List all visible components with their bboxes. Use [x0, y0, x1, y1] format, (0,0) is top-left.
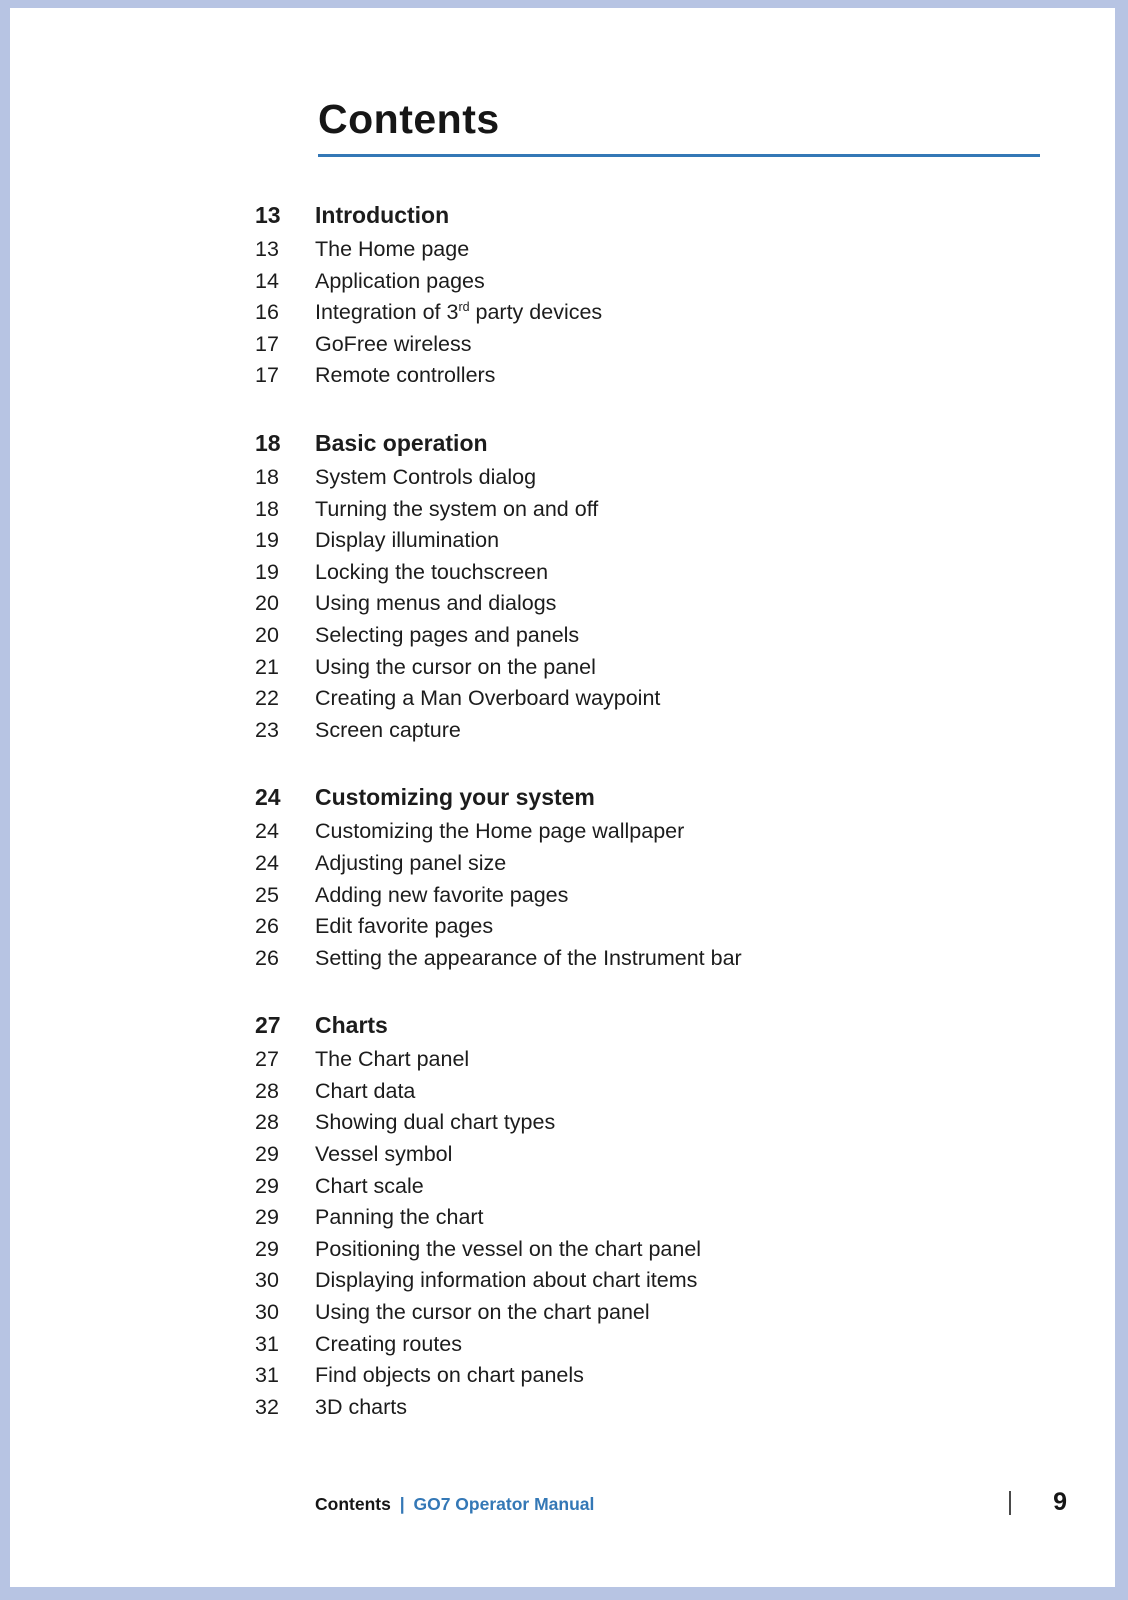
entry-page-number: 29 — [255, 1236, 279, 1261]
entry-page-number: 17 — [255, 363, 279, 388]
footer-right — [1009, 1488, 1067, 1517]
document-page — [10, 8, 1115, 1587]
entry-page-number: 27 — [255, 1047, 279, 1072]
entry-label: Integration of 3rd party devices — [315, 300, 603, 325]
title-underline-rule — [318, 154, 1040, 157]
toc-entry — [255, 1107, 1055, 1139]
toc-entry — [255, 1044, 1055, 1076]
entry-page-number: 22 — [255, 686, 279, 711]
entry-label: Positioning the vessel on the chart panel — [315, 1236, 702, 1261]
entry-label: Adjusting panel size — [315, 850, 507, 875]
toc-entry — [255, 1171, 1055, 1203]
entry-label: Edit favorite pages — [315, 914, 494, 939]
toc-section-header — [255, 197, 1055, 234]
toc-entry — [255, 911, 1055, 943]
entry-page-number: 29 — [255, 1142, 279, 1167]
section-title: Basic operation — [315, 429, 488, 456]
entry-page-number: 24 — [255, 819, 279, 844]
toc-section-header — [255, 425, 1055, 462]
footer-section-label: Contents — [315, 1494, 391, 1514]
toc-entry — [255, 462, 1055, 494]
section-page-number: 27 — [255, 1012, 281, 1039]
section-title: Charts — [315, 1012, 388, 1039]
entry-label: Chart scale — [315, 1173, 424, 1198]
toc-section — [255, 197, 1055, 392]
entry-label: Chart data — [315, 1078, 416, 1103]
toc-entry — [255, 848, 1055, 880]
entry-label: Customizing the Home page wallpaper — [315, 819, 685, 844]
entry-label: Setting the appearance of the Instrument bar — [315, 945, 742, 970]
page-title: Contents — [318, 96, 500, 142]
entry-label: Locking the touchscreen — [315, 559, 549, 584]
toc-entry — [255, 715, 1055, 747]
toc-entry — [255, 652, 1055, 684]
entry-page-number: 31 — [255, 1331, 279, 1356]
toc-entry — [255, 525, 1055, 557]
entry-label: Screen capture — [315, 717, 461, 742]
entry-label: Panning the chart — [315, 1205, 484, 1230]
toc-entry — [255, 360, 1055, 392]
footer-left — [315, 1494, 594, 1515]
entry-label: Displaying information about chart items — [315, 1268, 698, 1293]
entry-label: Adding new favorite pages — [315, 882, 569, 907]
entry-label: Turning the system on and off — [315, 496, 599, 521]
entry-page-number: 32 — [255, 1394, 279, 1419]
section-title: Customizing your system — [315, 784, 595, 811]
toc-entry — [255, 234, 1055, 266]
entry-page-number: 30 — [255, 1300, 279, 1325]
entry-page-number: 23 — [255, 717, 279, 742]
entry-label: Using the cursor on the chart panel — [315, 1300, 650, 1325]
toc-section — [255, 425, 1055, 746]
toc — [255, 197, 1055, 1423]
entry-page-number: 13 — [255, 237, 279, 261]
entry-page-number: 18 — [255, 464, 279, 489]
entry-label: GoFree wireless — [315, 331, 472, 356]
entry-label: Using the cursor on the panel — [315, 654, 596, 679]
entry-label: Creating a Man Overboard waypoint — [315, 686, 661, 711]
toc-entry — [255, 683, 1055, 715]
toc-section-header — [255, 1007, 1055, 1044]
toc-entry — [255, 1076, 1055, 1108]
footer-separator: | — [399, 1494, 405, 1514]
entry-page-number: 29 — [255, 1173, 279, 1198]
entry-page-number: 20 — [255, 591, 279, 616]
entry-page-number: 24 — [255, 850, 279, 875]
entry-page-number: 26 — [255, 945, 279, 970]
entry-label: Selecting pages and panels — [315, 622, 580, 647]
entry-label: The Home page — [315, 237, 470, 261]
entry-page-number: 14 — [255, 268, 279, 293]
section-title: Introduction — [315, 202, 450, 228]
entry-page-number: 16 — [255, 300, 279, 325]
footer-divider-bar — [1009, 1491, 1011, 1515]
entry-label: System Controls dialog — [315, 464, 537, 489]
toc-entry — [255, 880, 1055, 912]
footer-page-number: 9 — [1053, 1488, 1067, 1516]
footer-manual-title: GO7 Operator Manual — [413, 1494, 595, 1514]
entry-label: 3D charts — [315, 1394, 408, 1419]
section-page-number: 24 — [255, 784, 281, 811]
entry-label: Remote controllers — [315, 363, 496, 388]
toc-entry — [255, 266, 1055, 298]
toc-entry — [255, 329, 1055, 361]
entry-page-number: 30 — [255, 1268, 279, 1293]
entry-page-number: 29 — [255, 1205, 279, 1230]
page-footer — [315, 1488, 1067, 1517]
toc-section-header — [255, 779, 1055, 816]
entry-page-number: 21 — [255, 654, 279, 679]
entry-page-number: 18 — [255, 496, 279, 521]
toc-entry — [255, 620, 1055, 652]
entry-page-number: 28 — [255, 1078, 279, 1103]
toc-entry — [255, 1265, 1055, 1297]
entry-label: Find objects on chart panels — [315, 1363, 584, 1388]
entry-page-number: 31 — [255, 1363, 279, 1388]
toc-entry — [255, 557, 1055, 589]
entry-label: Creating routes — [315, 1331, 462, 1356]
entry-label: Vessel symbol — [315, 1142, 453, 1167]
toc-entry — [255, 1329, 1055, 1361]
toc-section — [255, 1007, 1055, 1423]
entry-page-number: 28 — [255, 1110, 279, 1135]
toc-entry — [255, 1392, 1055, 1424]
section-page-number: 18 — [255, 429, 281, 456]
toc-entry — [255, 1297, 1055, 1329]
toc-entry — [255, 297, 1055, 329]
entry-page-number: 19 — [255, 559, 279, 584]
entry-label: Display illumination — [315, 528, 500, 553]
toc-entry — [255, 1202, 1055, 1234]
toc-entry — [255, 1360, 1055, 1392]
toc-entry — [255, 1234, 1055, 1266]
toc-section — [255, 779, 1055, 974]
entry-label: The Chart panel — [315, 1047, 470, 1072]
toc-entry — [255, 588, 1055, 620]
entry-page-number: 19 — [255, 528, 279, 553]
entry-page-number: 17 — [255, 331, 279, 356]
entry-page-number: 25 — [255, 882, 279, 907]
toc-entry — [255, 494, 1055, 526]
entry-label: Showing dual chart types — [315, 1110, 556, 1135]
section-page-number: 13 — [255, 202, 281, 228]
entry-page-number: 26 — [255, 914, 279, 939]
entry-page-number: 20 — [255, 622, 279, 647]
toc-entry — [255, 1139, 1055, 1171]
entry-label: Using menus and dialogs — [315, 591, 557, 616]
entry-label: Application pages — [315, 268, 485, 293]
toc-entry — [255, 816, 1055, 848]
toc-entry — [255, 943, 1055, 975]
